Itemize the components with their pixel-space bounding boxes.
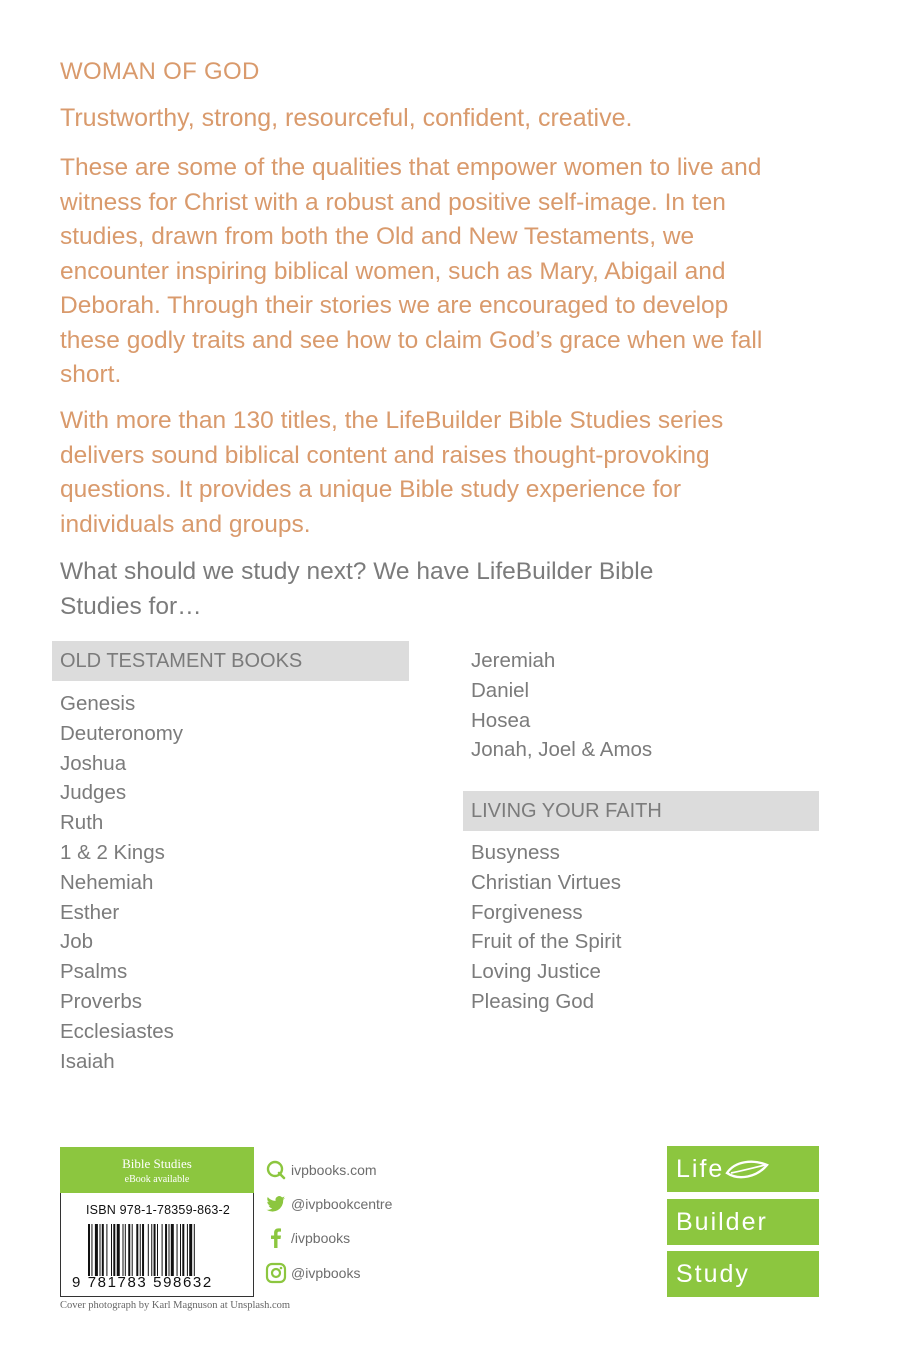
list-item: 1 & 2 Kings	[60, 840, 165, 864]
facebook-icon	[265, 1227, 287, 1249]
list-item: Judges	[60, 781, 127, 805]
book-title: WOMAN OF GOD	[60, 58, 260, 85]
study-next-paragraph: What should we study next? We have LifeBuilder Bible Studies for…	[60, 558, 654, 620]
logo-word-builder: Builder	[667, 1199, 819, 1245]
logo-word-study: Study	[667, 1251, 819, 1297]
website-text: ivpbooks.com	[291, 1162, 377, 1178]
barcode-digits: 9 781783 598632	[72, 1274, 213, 1291]
list-item: Psalms	[60, 960, 128, 984]
twitter-text: @ivpbookcentre	[291, 1196, 393, 1212]
list-item: Nehemiah	[60, 870, 154, 894]
instagram-text: @ivpbooks	[291, 1265, 361, 1281]
barcode	[88, 1224, 226, 1276]
list-item: Proverbs	[60, 989, 143, 1013]
list-item: Jonah, Joel & Amos	[471, 738, 653, 762]
list-item: Christian Virtues	[471, 870, 622, 894]
list-item: Pleasing God	[471, 989, 595, 1013]
list-item: Jeremiah	[471, 649, 556, 672]
list-item: Isaiah	[60, 1049, 115, 1073]
list-item: Genesis	[60, 692, 136, 715]
list-item: Loving Justice	[471, 960, 601, 984]
leaf-icon	[725, 1157, 769, 1183]
list-item: Deuteronomy	[60, 721, 184, 745]
list-item: Job	[60, 930, 94, 954]
description-paragraph: These are some of the qualities that empower women to live and witness for Christ with a robust and positive self-image. In ten studies, drawn from both the Old and New Testaments, we encounter inspiring biblical women, such as Mary, Abigail and Deborah. Through their stories we are encouraged to develop these godly traits and see how to claim God’s grace when we fall short.	[60, 154, 763, 388]
logo-word-life: Life	[667, 1146, 819, 1192]
twitter-icon	[265, 1193, 287, 1215]
list-item: Hosea	[471, 708, 531, 732]
instagram-icon	[265, 1262, 287, 1284]
photo-credit: Cover photograph by Karl Magnuson at Unsplash.com	[60, 1300, 291, 1311]
list-item: Daniel	[471, 678, 530, 702]
instagram-link[interactable]	[265, 1262, 360, 1284]
old-testament-heading: OLD TESTAMENT BOOKS	[52, 641, 409, 681]
facebook-text: /ivpbooks	[291, 1230, 351, 1246]
isbn-text: ISBN 978-1-78359-863-2	[86, 1203, 231, 1217]
old-testament-list	[60, 689, 183, 1076]
living-faith-heading: LIVING YOUR FAITH	[463, 791, 819, 831]
category-label: Bible Studies	[122, 1156, 192, 1171]
list-item: Ecclesiastes	[60, 1019, 174, 1043]
category-box	[60, 1147, 254, 1193]
list-item: Fruit of the Spirit	[471, 930, 622, 954]
ivp-q-icon	[265, 1159, 287, 1181]
list-item: Esther	[60, 900, 120, 924]
website-link[interactable]	[265, 1159, 377, 1181]
tagline: Trustworthy, strong, resourceful, confident, creative.	[60, 104, 633, 132]
list-item: Forgiveness	[471, 900, 583, 924]
twitter-link[interactable]	[265, 1193, 392, 1215]
series-paragraph: With more than 130 titles, the LifeBuilder Bible Studies series delivers sound biblical content and raises thought-provoking questions. It provides a unique Bible study experience for individuals and groups.	[60, 407, 724, 538]
living-faith-list	[471, 838, 621, 1017]
old-testament-list-continued	[471, 646, 652, 765]
list-item: Ruth	[60, 811, 104, 835]
facebook-link[interactable]	[265, 1227, 350, 1249]
list-item: Busyness	[471, 841, 560, 864]
list-item: Joshua	[60, 751, 127, 775]
ebook-label: eBook available	[124, 1174, 190, 1185]
